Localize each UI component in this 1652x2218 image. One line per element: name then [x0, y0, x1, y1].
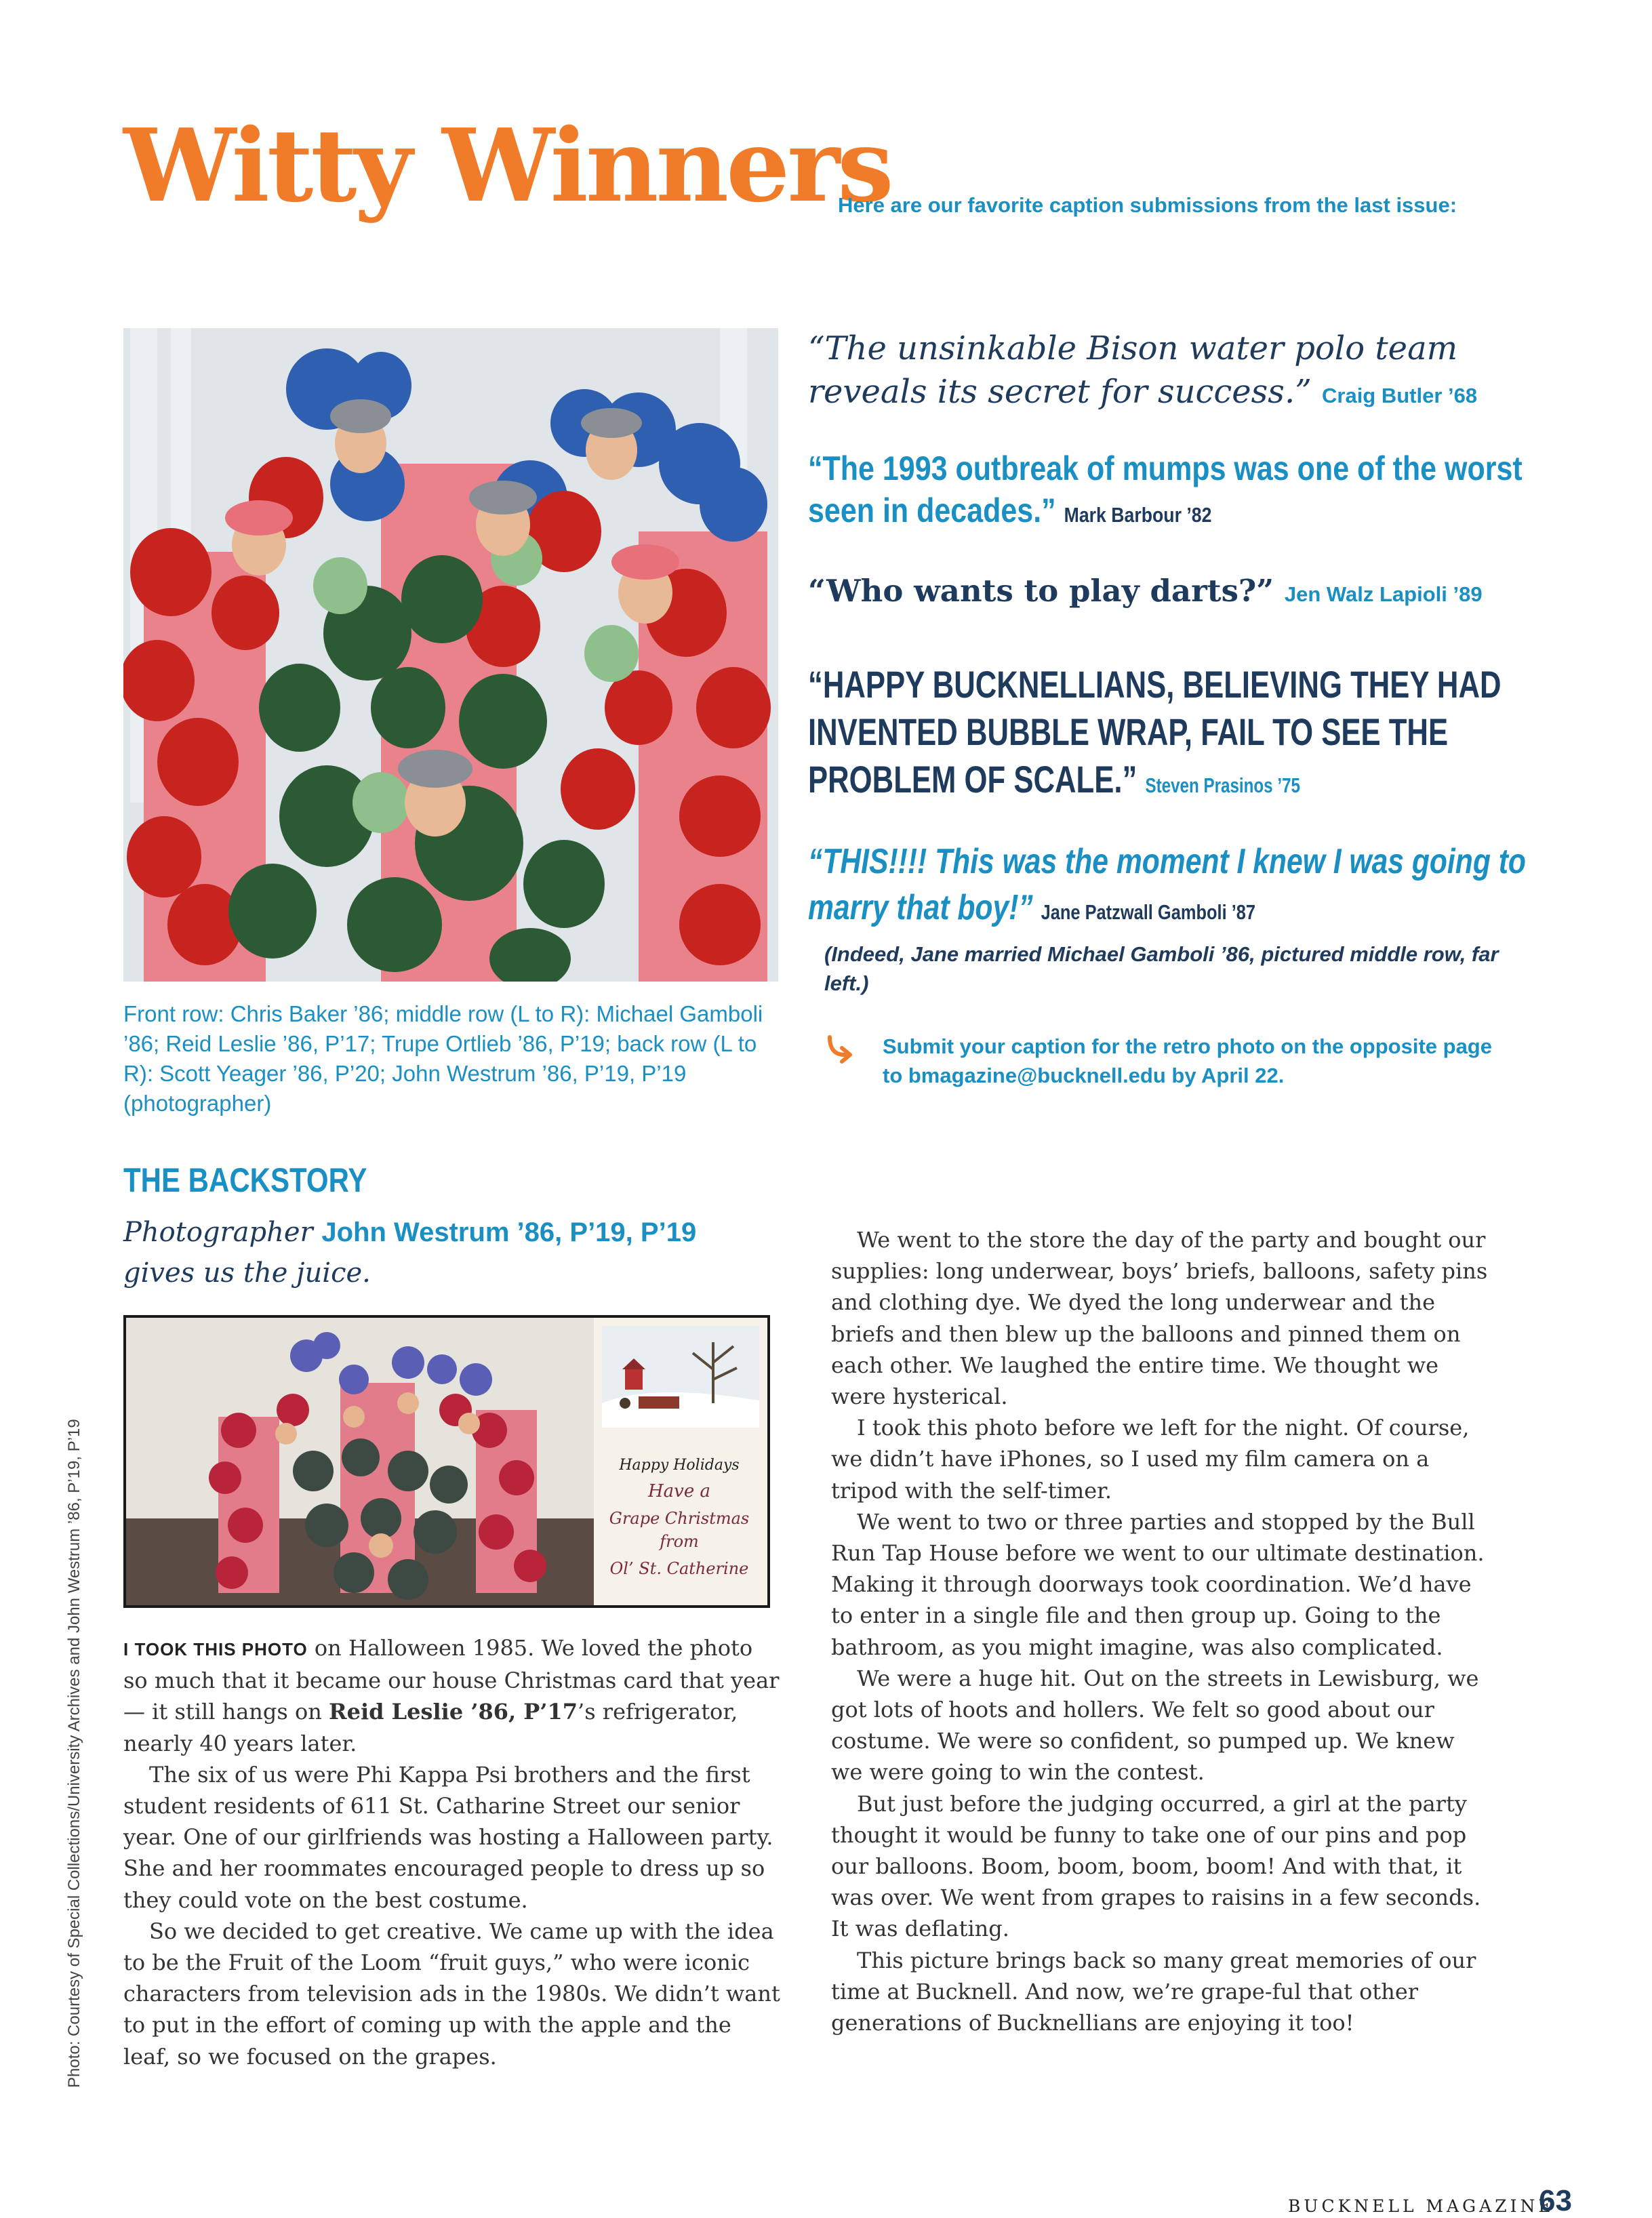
backstory-column-1 — [123, 1632, 781, 2072]
subheading-prefix: Photographer — [123, 1217, 313, 1248]
caption-quote: “THIS!!!! This was the moment I knew I was going to marry that boy!” — [808, 842, 1526, 927]
body-paragraph: The six of us were Phi Kappa Psi brothers and the first student residents of 611 St. Catharine Street our senior year. One of our girlfriends was hosting a Halloween party. She and her roommates encouraged people to dress up so they could vote on the best costume. — [123, 1761, 773, 1913]
caption-entry-3 — [808, 569, 1527, 616]
caption-author: Jen Walz Lapioli ’89 — [1284, 582, 1483, 606]
caption-entry-1 — [808, 327, 1527, 418]
caption-note: (Indeed, Jane married Michael Gamboli ’86, pictured middle row, far left.) — [824, 942, 1499, 995]
caption-entry-4 — [808, 661, 1537, 809]
body-paragraph — [123, 1632, 781, 1759]
caption-author: Steven Prasinos ’75 — [1145, 773, 1300, 797]
paragraph-text: on Halloween 1985. We loved the photo so much that it became our house Christmas card that year — it still hangs on — [123, 1635, 780, 1725]
caption-entry-5 — [808, 839, 1531, 935]
caption-entry-2 — [808, 447, 1531, 536]
card-text-line-4: from — [660, 1532, 699, 1551]
caption-quote: “HAPPY BUCKNELLIANS, BELIEVING THEY HAD INVENTED BUBBLE WRAP, FAIL TO SEE THE PROBLEM OF SCALE.” — [808, 663, 1502, 801]
caption-author: Craig Butler ’68 — [1322, 384, 1478, 407]
christmas-card-photo — [123, 1315, 770, 1608]
page-number: 63 — [1539, 2184, 1572, 2217]
curved-arrow-icon — [824, 1032, 857, 1064]
main-photo-caption: Front row: Chris Baker ’86; middle row (L to R): Michael Gamboli ’86; Reid Leslie ’86, P’17; Trupe Ortlieb ’86, P’19; back row (L to R): Scott Yeager ’86, P’20; John Westrum ’86, P’19, P’19 (photographer) — [123, 1001, 763, 1116]
body-paragraph: So we decided to get creative. We came up with the idea to be the Fruit of the Loom “fruit guys,” who were iconic characters from television ads in the 1980s. We didn’t want to put in the effort of coming up with the apple and the leaf, so we focused on the grapes. — [123, 1918, 780, 2070]
page-title: Witty Winners — [123, 106, 891, 224]
subheading-suffix: gives us the juice. — [123, 1257, 371, 1289]
submit-caption-callout: Submit your caption for the retro photo on the opposite page to bmagazine@bucknell.edu by April 22. — [883, 1034, 1492, 1087]
photographer-name: John Westrum ’86, P’19, P’19 — [321, 1217, 697, 1247]
caption-quote: “Who wants to play darts?” — [808, 573, 1274, 609]
caption-quote: “The 1993 outbreak of mumps was one of the worst seen in decades.” — [808, 449, 1523, 529]
body-paragraph: But just before the judging occurred, a girl at the party thought it would be funny to take one of our pins and pop our balloons. Boom, boom, boom, boom! And with that, it was over. We went from grapes to raisins in a few seconds. It was deflating. — [831, 1790, 1481, 1942]
backstory-heading: THE BACKSTORY — [123, 1161, 367, 1199]
card-text-line-3: Grape Christmas — [609, 1509, 750, 1528]
card-text-line-2: Have a — [647, 1481, 711, 1501]
body-paragraph: We went to two or three parties and stopped by the Bull Run Tap House before we went to our ultimate destination. Making it through doorways took coordination. We’d have to enter in a single file and then group up. Going to the bathroom, as you might imagine, was also complicated. — [831, 1508, 1485, 1660]
photo-credit: Photo: Courtesy of Special Collections/University Archives and John Westrum ’86, P’19, P’19 — [65, 1419, 83, 2088]
intro-text: Here are our favorite caption submissions from the last issue: — [838, 193, 1457, 217]
card-text-line-5: Ol’ St. Catherine — [609, 1559, 749, 1578]
caption-author: Mark Barbour ’82 — [1064, 503, 1212, 527]
body-paragraph: We were a huge hit. Out on the streets in Lewisburg, we got lots of hoots and hollers. We felt so good about our costume. We were so confident, so pumped up. We knew we were going to win the contest. — [831, 1665, 1479, 1786]
caption-quote: “The unsinkable Bison water polo team reveals its secret for success.” — [808, 329, 1458, 411]
body-paragraph: We went to the store the day of the party and bought our supplies: long underwear, boys’ briefs, balloons, safety pins and clothing dye. We dyed the long underwear and the briefs and then blew up the balloons and pinned them on each other. We laughed the entire time. We thought we were hysterical. — [831, 1227, 1488, 1410]
caption-author: Jane Patzwall Gamboli ’87 — [1041, 900, 1256, 924]
card-text-line-1: Happy Holidays — [619, 1457, 740, 1474]
paragraph-text: ’s refrigerator, nearly 40 years later. — [123, 1699, 738, 1756]
body-paragraph: I took this photo before we left for the night. Of course, we didn’t have iPhones, so I used my film camera on a tripod with the self-timer. — [831, 1415, 1470, 1504]
backstory-column-2 — [831, 1224, 1492, 2038]
lead-in: I TOOK THIS PHOTO — [123, 1639, 308, 1659]
main-photo — [123, 328, 778, 982]
body-paragraph: This picture brings back so many great memories of our time at Bucknell. And now, we’re grape-ful that other generations of Bucknellians are enjoying it too! — [831, 1947, 1476, 2036]
bold-name: Reid Leslie ’86, P’17 — [329, 1699, 578, 1725]
backstory-subheading — [123, 1212, 733, 1293]
magazine-name: BUCKNELL MAGAZINE — [1288, 2196, 1554, 2216]
